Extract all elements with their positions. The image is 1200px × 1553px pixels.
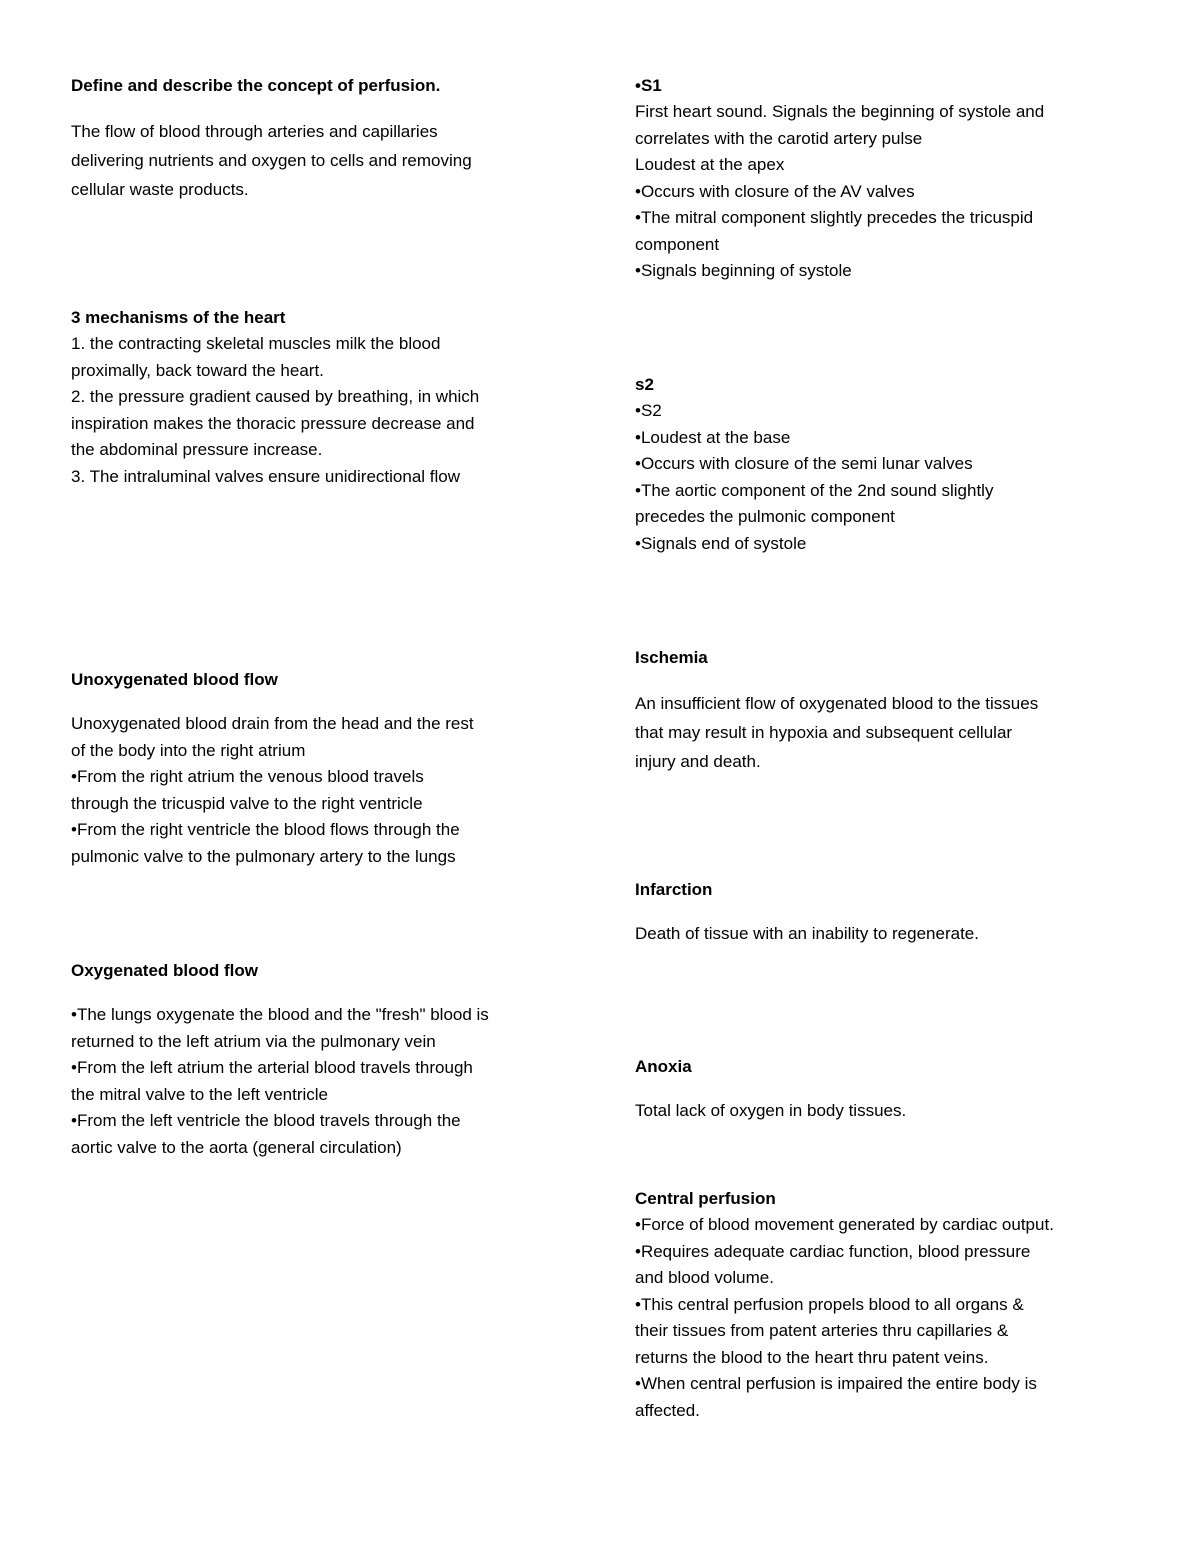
text-line: An insufficient flow of oxygenated blood to the tissues xyxy=(635,694,1039,713)
section-unoxygenated-blood-flow xyxy=(71,667,571,870)
text-line: •S2 xyxy=(635,401,662,420)
text-line: injury and death. xyxy=(635,752,761,771)
text-line: •From the right ventricle the blood flows through the xyxy=(71,820,460,839)
text-line: •Signals end of systole xyxy=(635,533,807,553)
text-line: 1. the contracting skeletal muscles milk the blood xyxy=(71,334,441,353)
text-line: •From the right atrium the venous blood travels xyxy=(71,767,424,786)
text-line: •The mitral component slightly precedes the tricuspid xyxy=(635,208,1034,227)
section-infarction xyxy=(635,877,1135,948)
text-line: •Signals beginning of systole xyxy=(635,261,852,280)
text-line: through the tricuspid valve to the right ventricle xyxy=(71,793,423,813)
text-line: aortic valve to the aorta (general circulation) xyxy=(71,1137,402,1157)
text-line: the abdominal pressure increase. xyxy=(71,440,323,459)
text-line: •Occurs with closure of the AV valves xyxy=(635,181,915,201)
section-title: Define and describe the concept of perfusion. xyxy=(71,76,441,95)
section-s1 xyxy=(635,73,1135,285)
text-line: cellular waste products. xyxy=(71,180,249,199)
section-perfusion xyxy=(71,73,571,204)
text-line: proximally, back toward the heart. xyxy=(71,360,324,380)
text-line: •Requires adequate cardiac function, blood pressure xyxy=(635,1241,1031,1261)
text-line: •Loudest at the base xyxy=(635,427,791,447)
section-mechanisms xyxy=(71,305,571,490)
text-line: •The aortic component of the 2nd sound slightly xyxy=(635,480,994,500)
section-title: 3 mechanisms of the heart xyxy=(71,308,286,327)
text-line: the mitral valve to the left ventricle xyxy=(71,1084,329,1104)
section-s2 xyxy=(635,372,1135,557)
section-title: Anoxia xyxy=(635,1057,692,1076)
text-line: 3. The intraluminal valves ensure unidirectional flow xyxy=(71,466,460,486)
text-line: Unoxygenated blood drain from the head and the rest xyxy=(71,714,474,733)
section-central-perfusion xyxy=(635,1186,1135,1424)
section-title: s2 xyxy=(635,375,654,394)
section-ischemia xyxy=(635,645,1135,776)
text-line: delivering nutrients and oxygen to cells and removing xyxy=(71,151,472,170)
text-line: Total lack of oxygen in body tissues. xyxy=(635,1101,907,1120)
text-line: First heart sound. Signals the beginning of systole and xyxy=(635,102,1045,121)
text-line: and blood volume. xyxy=(635,1268,774,1287)
section-title: Infarction xyxy=(635,880,713,899)
section-anoxia xyxy=(635,1054,1135,1125)
text-line: precedes the pulmonic component xyxy=(635,507,895,526)
text-line: that may result in hypoxia and subsequent cellular xyxy=(635,723,1013,742)
text-line: •From the left atrium the arterial blood travels through xyxy=(71,1058,473,1077)
section-title: Central perfusion xyxy=(635,1189,776,1208)
text-line: correlates with the carotid artery pulse xyxy=(635,128,923,148)
text-line: 2. the pressure gradient caused by breathing, in which xyxy=(71,387,480,406)
text-line: The flow of blood through arteries and capillaries xyxy=(71,122,438,141)
text-line: •From the left ventricle the blood travels through the xyxy=(71,1111,461,1130)
text-line: their tissues from patent arteries thru capillaries & xyxy=(635,1321,1009,1340)
section-title: •S1 xyxy=(635,76,662,95)
text-line: •Force of blood movement generated by cardiac output. xyxy=(635,1215,1054,1234)
text-line: pulmonic valve to the pulmonary artery to the lungs xyxy=(71,846,456,866)
text-line: affected. xyxy=(635,1400,700,1420)
text-line: inspiration makes the thoracic pressure decrease and xyxy=(71,413,475,433)
text-line: of the body into the right atrium xyxy=(71,740,306,760)
section-title: Unoxygenated blood flow xyxy=(71,670,278,689)
text-line: Loudest at the apex xyxy=(635,155,785,174)
text-line: returned to the left atrium via the pulmonary vein xyxy=(71,1031,436,1051)
section-title: Oxygenated blood flow xyxy=(71,961,259,980)
text-line: component xyxy=(635,234,720,254)
text-line: •The lungs oxygenate the blood and the "fresh" blood is xyxy=(71,1005,489,1024)
text-line: •This central perfusion propels blood to all organs & xyxy=(635,1294,1024,1314)
text-line: •When central perfusion is impaired the entire body is xyxy=(635,1374,1037,1393)
text-line: •Occurs with closure of the semi lunar valves xyxy=(635,454,973,473)
section-oxygenated-blood-flow xyxy=(71,958,571,1161)
text-line: Death of tissue with an inability to regenerate. xyxy=(635,924,979,943)
text-line: returns the blood to the heart thru patent veins. xyxy=(635,1347,989,1367)
section-title: Ischemia xyxy=(635,648,708,667)
